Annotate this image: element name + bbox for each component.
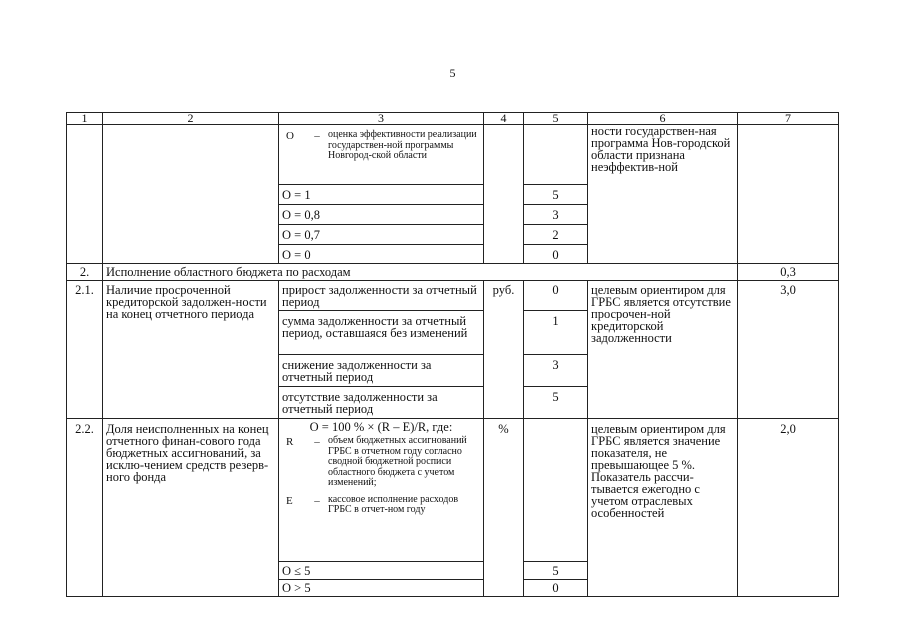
section-title: Исполнение областного бюджета по расходам <box>103 264 738 281</box>
dash: – <box>314 436 320 448</box>
symbol: R <box>286 436 294 448</box>
note-cell: целевым ориентиром для ГРБС является значение показателя, не превышающее 5 %. Показатель рассчи-тывается ежегодно с учетом отраслевых особенностей <box>588 419 738 597</box>
header-cell: 3 <box>279 113 484 125</box>
condition-cell: О = 1 <box>279 185 484 205</box>
symbol: E <box>286 494 293 507</box>
indicator-name-cell <box>103 125 279 264</box>
number-cell: 2.1. <box>67 281 103 419</box>
header-cell: 5 <box>524 113 588 125</box>
header-cell: 2 <box>103 113 279 125</box>
condition-cell: О = 0 <box>279 245 484 264</box>
definition-text: оценка эффективности реализации государствен-ной программы Новгород-ской области <box>328 129 477 161</box>
section-weight: 0,3 <box>738 264 839 281</box>
formula-cell <box>279 419 484 562</box>
dash: – <box>314 494 320 507</box>
condition-cell: отсутствие задолженности за отчетный период <box>279 387 484 419</box>
criteria-table <box>66 112 839 597</box>
unit-cell <box>484 125 524 264</box>
score-cell: 5 <box>524 562 588 580</box>
condition-cell: О = 0,7 <box>279 225 484 245</box>
score-cell: 2 <box>524 225 588 245</box>
indicator-name-cell: Доля неисполненных на конец отчетного финан-сового года бюджетных ассигнований, за исклю-чением средств резерв-ного фонда <box>103 419 279 597</box>
definition-cell <box>279 125 484 185</box>
indicator-name-cell: Наличие просроченной кредиторской задолжен-ности на конец отчетного периода <box>103 281 279 419</box>
unit-cell: руб. <box>484 281 524 419</box>
definition-text: объем бюджетных ассигнований ГРБС в отчетном году согласно сводной бюджетной росписи областного бюджета с учетом изменений; <box>328 435 467 488</box>
header-row <box>67 113 839 125</box>
header-cell: 7 <box>738 113 839 125</box>
condition-cell: О = 0,8 <box>279 205 484 225</box>
score-cell: 3 <box>524 355 588 387</box>
score-cell: 0 <box>524 281 588 311</box>
dash: – <box>314 130 320 142</box>
table-row <box>67 419 839 562</box>
score-cell: 0 <box>524 245 588 264</box>
note-cell: целевым ориентиром для ГРБС является отсутствие просрочен-ной кредиторской задолженности <box>588 281 738 419</box>
unit-cell: % <box>484 419 524 597</box>
header-cell: 4 <box>484 113 524 125</box>
weight-cell <box>738 125 839 264</box>
condition-cell: О ≤ 5 <box>279 562 484 580</box>
definition-text: кассовое исполнение расходов ГРБС в отчет-ном году <box>328 493 459 515</box>
section-number: 2. <box>67 264 103 281</box>
score-cell: 3 <box>524 205 588 225</box>
condition-cell: сумма задолженности за отчетный период, оставшаяся без изменений <box>279 311 484 355</box>
condition-cell: прирост задолженности за отчетный период <box>279 281 484 311</box>
number-cell: 2.2. <box>67 419 103 597</box>
score-cell: 1 <box>524 311 588 355</box>
formula: О = 100 % × (R – E)/R, где: <box>309 420 453 434</box>
note-cell: ности государствен-ная программа Нов-городской области признана неэффектив-ной <box>588 125 738 264</box>
header-cell: 6 <box>588 113 738 125</box>
score-cell <box>524 419 588 562</box>
score-cell <box>524 125 588 185</box>
number-cell <box>67 125 103 264</box>
score-cell: 5 <box>524 185 588 205</box>
score-cell: 0 <box>524 580 588 597</box>
score-cell: 5 <box>524 387 588 419</box>
weight-cell: 3,0 <box>738 281 839 419</box>
header-cell: 1 <box>67 113 103 125</box>
weight-cell: 2,0 <box>738 419 839 597</box>
condition-cell: О > 5 <box>279 580 484 597</box>
table-row <box>67 125 839 185</box>
symbol: О <box>286 130 294 142</box>
section-row <box>67 264 839 281</box>
page-number: 5 <box>449 66 456 80</box>
condition-cell: снижение задолженности за отчетный период <box>279 355 484 387</box>
table-row <box>67 281 839 311</box>
